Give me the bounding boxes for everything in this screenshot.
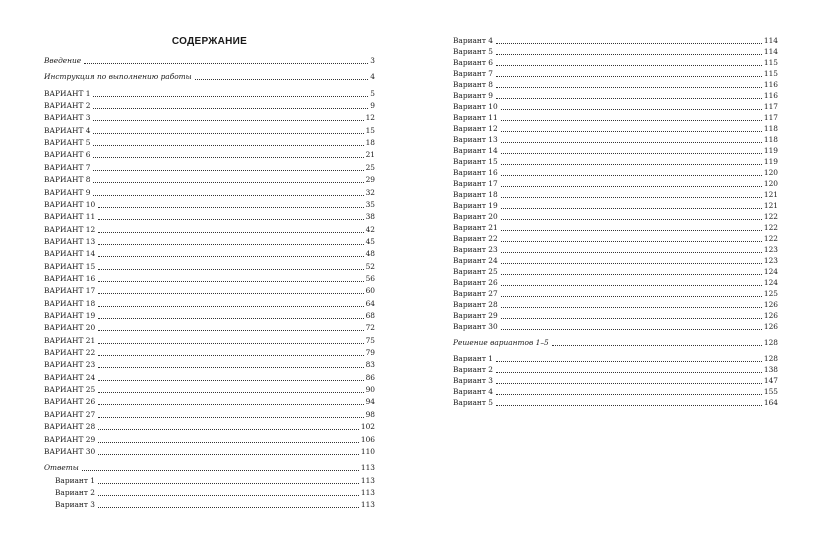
dot-leader [496, 372, 762, 373]
dot-leader [98, 281, 363, 282]
toc-entry-page: 128 [763, 338, 778, 347]
dot-leader [195, 79, 369, 80]
toc-entry-label: ВАРИАНТ 12 [44, 224, 96, 234]
toc-entry-page: 122 [763, 234, 778, 243]
toc-entry-label: Введение [44, 56, 82, 65]
toc-entry [453, 113, 778, 123]
toc-entry-label: Вариант 15 [453, 157, 498, 166]
dot-leader [93, 96, 368, 97]
toc-entry-page: 113 [360, 475, 375, 485]
toc-entry [453, 300, 778, 310]
toc-entry-page: 120 [763, 179, 778, 188]
toc-entry [453, 245, 778, 255]
toc-entry [44, 286, 375, 296]
toc-entry [44, 348, 375, 358]
toc-entry [44, 360, 375, 370]
toc-entry [44, 101, 375, 111]
toc-entry-page: 9 [370, 101, 375, 111]
toc-entry-label: Вариант 27 [453, 289, 498, 298]
toc-entry [44, 200, 375, 210]
toc-entry-label: ВАРИАНТ 7 [44, 162, 91, 172]
toc-entry [44, 262, 375, 272]
toc-entry-label: Вариант 8 [453, 80, 493, 89]
dot-leader [98, 355, 363, 356]
toc-entry-page: 124 [763, 278, 778, 287]
dot-leader [496, 98, 762, 99]
toc-entry-page: 64 [365, 298, 375, 308]
toc-entry-page: 94 [365, 397, 375, 407]
dot-leader [98, 367, 363, 368]
toc-entry-page: 155 [763, 387, 778, 396]
toc-entry-page: 106 [360, 434, 375, 444]
toc-entry-label: ВАРИАНТ 15 [44, 261, 96, 271]
toc-entry-label: Вариант 29 [453, 311, 498, 320]
toc-entry [453, 201, 778, 211]
toc-entry-page: 117 [763, 113, 778, 122]
dot-leader [98, 404, 363, 405]
dot-leader [552, 345, 762, 346]
dot-leader [501, 175, 762, 176]
toc-entry [44, 373, 375, 383]
toc-entry [453, 212, 778, 222]
dot-leader [496, 43, 762, 44]
toc-entry-label: Инструкция по выполнению работы [44, 72, 192, 82]
dot-leader [93, 108, 368, 109]
toc-entry [453, 398, 778, 408]
dot-leader [501, 263, 762, 264]
toc-entry-page: 125 [763, 289, 778, 298]
toc-entry [44, 249, 375, 259]
toc-entry-label: Вариант 24 [453, 256, 498, 265]
toc-entry-label: Вариант 13 [453, 135, 498, 144]
toc-entry-page: 119 [763, 157, 778, 166]
toc-entry [44, 163, 375, 173]
toc-entry-label: Вариант 1 [453, 354, 493, 363]
toc-entry-page: 72 [365, 323, 375, 333]
toc-entry-label: Вариант 2 [55, 487, 95, 497]
toc-entry-page: 120 [763, 168, 778, 177]
dot-leader [496, 383, 762, 384]
toc-entry [453, 267, 778, 277]
dot-leader [98, 244, 363, 245]
dot-leader [98, 232, 363, 233]
dot-leader [98, 293, 363, 294]
toc-entry-page: 116 [763, 91, 778, 100]
toc-entry-label: Решение вариантов 1–5 [453, 338, 549, 347]
toc-entry-label: ВАРИАНТ 25 [44, 385, 96, 395]
toc-entry [453, 223, 778, 233]
dot-leader [501, 296, 762, 297]
toc-entry [453, 234, 778, 244]
toc-entry [453, 135, 778, 145]
toc-entry-label: ВАРИАНТ 1 [44, 88, 91, 98]
toc-entry-page: 38 [365, 212, 375, 222]
dot-leader [496, 54, 762, 55]
toc-entry-label: ВАРИАНТ 28 [44, 422, 96, 432]
dot-leader [98, 442, 359, 443]
toc-entry-label: ВАРИАНТ 10 [44, 199, 96, 209]
toc-entry [44, 175, 375, 185]
toc-entry [44, 323, 375, 333]
toc-entry-label: ВАРИАНТ 13 [44, 236, 96, 246]
toc-entry-label: Вариант 7 [453, 69, 493, 78]
toc-entry-page: 126 [763, 300, 778, 309]
dot-leader [93, 195, 363, 196]
toc-entry-label: ВАРИАНТ 9 [44, 187, 91, 197]
toc-entry [453, 80, 778, 90]
toc-entry-page: 29 [365, 175, 375, 185]
toc-entry [44, 500, 375, 510]
toc-entry-label: Вариант 6 [453, 58, 493, 67]
toc-entry-label: ВАРИАНТ 6 [44, 150, 91, 160]
dot-leader [93, 157, 363, 158]
dot-leader [93, 133, 363, 134]
dot-leader [501, 230, 762, 231]
dot-leader [93, 182, 363, 183]
toc-entry-page: 138 [763, 365, 778, 374]
toc-entry-label: Вариант 18 [453, 190, 498, 199]
toc-entry [44, 188, 375, 198]
toc-entry-label: Вариант 14 [453, 146, 498, 155]
dot-leader [501, 252, 762, 253]
dot-leader [496, 87, 762, 88]
toc-entry [453, 338, 778, 348]
toc-entry-page: 60 [365, 286, 375, 296]
dot-leader [501, 131, 762, 132]
toc-entry-page: 98 [365, 409, 375, 419]
dot-leader [98, 219, 363, 220]
dot-leader [501, 307, 762, 308]
toc-entry-label: ВАРИАНТ 5 [44, 138, 91, 148]
toc-entry-page: 21 [365, 150, 375, 160]
toc-entry [453, 354, 778, 364]
dot-leader [98, 207, 363, 208]
toc-entry-page: 118 [763, 124, 778, 133]
toc-entry [44, 385, 375, 395]
toc-entry-page: 121 [763, 201, 778, 210]
toc-entry-page: 35 [365, 199, 375, 209]
toc-entry [453, 58, 778, 68]
toc-entry-page: 113 [360, 487, 375, 497]
toc-entry-page: 48 [365, 249, 375, 259]
toc-entry-label: Вариант 5 [453, 47, 493, 56]
toc-entry [453, 69, 778, 79]
toc-entry [44, 225, 375, 235]
dot-leader [98, 507, 359, 508]
toc-entry-label: Вариант 11 [453, 113, 498, 122]
toc-entry-label: ВАРИАНТ 16 [44, 273, 96, 283]
dot-leader [84, 63, 368, 64]
toc-entry [44, 56, 375, 66]
toc-entry [453, 91, 778, 101]
toc-entry-label: ВАРИАНТ 11 [44, 212, 96, 222]
toc-entry-label: Вариант 3 [453, 376, 493, 385]
toc-entry-label: Ответы [44, 463, 79, 473]
toc-entry-page: 122 [763, 223, 778, 232]
dot-leader [501, 153, 762, 154]
toc-entry [44, 212, 375, 222]
toc-entry [44, 488, 375, 498]
toc-entry [44, 447, 375, 457]
toc-entry [44, 274, 375, 284]
toc-entry [453, 146, 778, 156]
toc-entry-label: Вариант 28 [453, 300, 498, 309]
toc-entry-page: 68 [365, 311, 375, 320]
toc-entry-label: ВАРИАНТ 21 [44, 335, 96, 345]
dot-leader [98, 495, 359, 496]
toc-entry-page: 118 [763, 135, 778, 144]
toc-entry [453, 157, 778, 167]
toc-entry-page: 114 [763, 36, 778, 45]
toc-entry-page: 147 [763, 376, 778, 385]
toc-entry-page: 114 [763, 47, 778, 56]
toc-entry [44, 435, 375, 445]
dot-leader [501, 219, 762, 220]
toc-entry [453, 278, 778, 288]
toc-entry-page: 75 [365, 335, 375, 345]
dot-leader [501, 274, 762, 275]
toc-entry-label: ВАРИАНТ 29 [44, 434, 96, 444]
toc-entry-page: 18 [365, 138, 375, 148]
toc-entry [44, 113, 375, 123]
toc-entry-label: ВАРИАНТ 8 [44, 175, 91, 185]
toc-entry [44, 299, 375, 309]
toc-entry-label: Вариант 25 [453, 267, 498, 276]
dot-leader [98, 429, 359, 430]
dot-leader [496, 394, 762, 395]
toc-entry-page: 12 [365, 113, 375, 123]
dot-leader [501, 318, 762, 319]
toc-entry-page: 115 [763, 69, 778, 78]
toc-entry-label: ВАРИАНТ 24 [44, 372, 96, 382]
toc-entry-label: ВАРИАНТ 27 [44, 409, 96, 419]
toc-entry-label: Вариант 10 [453, 102, 498, 111]
toc-entry [453, 47, 778, 57]
toc-entry-label: Вариант 21 [453, 223, 498, 232]
dot-leader [496, 361, 762, 362]
dot-leader [501, 164, 762, 165]
toc-entry-label: ВАРИАНТ 30 [44, 446, 96, 456]
toc-entry-label: Вариант 4 [453, 36, 493, 45]
toc-entry-page: 116 [763, 80, 778, 89]
toc-entry [44, 311, 375, 321]
toc-entry-label: Вариант 22 [453, 234, 498, 243]
toc-entry [44, 336, 375, 346]
toc-entry-label: ВАРИАНТ 22 [44, 348, 96, 358]
toc-entry-label: ВАРИАНТ 19 [44, 311, 96, 320]
toc-entry-page: 128 [763, 354, 778, 363]
toc-entry [44, 422, 375, 432]
dot-leader [93, 145, 363, 146]
toc-entry-page: 110 [360, 446, 375, 456]
toc-entry-page: 56 [365, 273, 375, 283]
page-title: СОДЕРЖАНИЕ [171, 36, 248, 47]
toc-entry [453, 365, 778, 375]
toc-entry-page: 164 [763, 398, 778, 407]
toc-entry [453, 168, 778, 178]
toc-entry-page: 86 [365, 372, 375, 382]
toc-entry-page: 121 [763, 190, 778, 199]
toc-entry-label: ВАРИАНТ 26 [44, 397, 96, 407]
toc-entry-page: 52 [365, 261, 375, 271]
dot-leader [98, 392, 363, 393]
dot-leader [496, 405, 762, 406]
toc-entry-label: ВАРИАНТ 18 [44, 298, 96, 308]
toc-entry-label: Вариант 3 [55, 500, 95, 510]
toc-entry-label: ВАРИАНТ 14 [44, 249, 96, 259]
dot-leader [501, 109, 762, 110]
dot-leader [98, 417, 363, 418]
dot-leader [501, 197, 762, 198]
dot-leader [98, 454, 359, 455]
toc-entry-page: 123 [763, 245, 778, 254]
dot-leader [98, 269, 363, 270]
toc-entry-page: 5 [370, 88, 375, 98]
toc-entry [44, 89, 375, 99]
toc-entry-page: 123 [763, 256, 778, 265]
toc-entry-page: 3 [370, 56, 375, 65]
toc-entry-page: 124 [763, 267, 778, 276]
toc-entry-label: Вариант 20 [453, 212, 498, 221]
toc-entry-page: 122 [763, 212, 778, 221]
toc-entry-page: 25 [365, 162, 375, 172]
toc-entry [44, 138, 375, 148]
toc-entry-page: 119 [763, 146, 778, 155]
toc-entry-label: Вариант 16 [453, 168, 498, 177]
toc-entry-page: 102 [360, 422, 375, 432]
dot-leader [501, 285, 762, 286]
toc-entry-label: ВАРИАНТ 4 [44, 125, 91, 135]
toc-entry-label: Вариант 1 [55, 475, 95, 485]
toc-entry-label: Вариант 26 [453, 278, 498, 287]
toc-entry-label: Вариант 23 [453, 245, 498, 254]
dot-leader [98, 256, 363, 257]
dot-leader [98, 483, 359, 484]
dot-leader [501, 120, 762, 121]
toc-entry-page: 15 [365, 125, 375, 135]
toc-entry [44, 150, 375, 160]
dot-leader [501, 142, 762, 143]
dot-leader [98, 343, 363, 344]
dot-leader [501, 241, 762, 242]
toc-entry-page: 126 [763, 311, 778, 320]
dot-leader [98, 318, 363, 319]
toc-entry-label: Вариант 5 [453, 398, 493, 407]
toc-entry-page: 113 [360, 463, 375, 473]
toc-entry [453, 322, 778, 332]
dot-leader [82, 470, 359, 471]
toc-entry [44, 397, 375, 407]
toc-entry [44, 463, 375, 473]
dot-leader [98, 330, 363, 331]
toc-entry-label: Вариант 12 [453, 124, 498, 133]
toc-entry [453, 387, 778, 397]
toc-entry-page: 79 [365, 348, 375, 358]
dot-leader [98, 380, 363, 381]
toc-entry-page: 115 [763, 58, 778, 67]
dot-leader [93, 170, 363, 171]
toc-entry [44, 237, 375, 247]
toc-entry-label: ВАРИАНТ 17 [44, 286, 96, 296]
toc-entry-label: Вариант 4 [453, 387, 493, 396]
toc-entry-page: 32 [365, 187, 375, 197]
toc-entry-label: ВАРИАНТ 3 [44, 113, 91, 123]
toc-entry [453, 179, 778, 189]
toc-entry [453, 311, 778, 321]
toc-entry-label: Вариант 2 [453, 365, 493, 374]
toc-entry [44, 476, 375, 486]
toc-entry-page: 45 [365, 236, 375, 246]
toc-entry-label: Вариант 19 [453, 201, 498, 210]
toc-entry-page: 90 [365, 385, 375, 395]
toc-entry [44, 410, 375, 420]
toc-entry-page: 126 [763, 322, 778, 331]
toc-entry-label: ВАРИАНТ 23 [44, 360, 96, 370]
toc-entry-page: 42 [365, 224, 375, 234]
dot-leader [93, 120, 363, 121]
toc-entry [44, 126, 375, 136]
toc-entry-page: 113 [360, 500, 375, 510]
toc-entry-label: Вариант 17 [453, 179, 498, 188]
dot-leader [501, 208, 762, 209]
toc-entry [453, 102, 778, 112]
toc-entry [453, 190, 778, 200]
toc-entry-page: 117 [763, 102, 778, 111]
toc-entry [453, 124, 778, 134]
dot-leader [496, 76, 762, 77]
toc-entry-page: 4 [370, 72, 375, 82]
toc-entry [453, 256, 778, 266]
toc-entry-label: ВАРИАНТ 2 [44, 101, 91, 111]
dot-leader [496, 65, 762, 66]
toc-entry [453, 289, 778, 299]
dot-leader [501, 329, 762, 330]
toc-entry-label: ВАРИАНТ 20 [44, 323, 96, 333]
toc-entry-label: Вариант 30 [453, 322, 498, 331]
toc-entry [453, 376, 778, 386]
dot-leader [98, 306, 363, 307]
dot-leader [501, 186, 762, 187]
toc-entry [44, 72, 375, 82]
toc-entry-page: 83 [365, 360, 375, 370]
toc-entry-label: Вариант 9 [453, 91, 493, 100]
toc-entry [453, 36, 778, 46]
